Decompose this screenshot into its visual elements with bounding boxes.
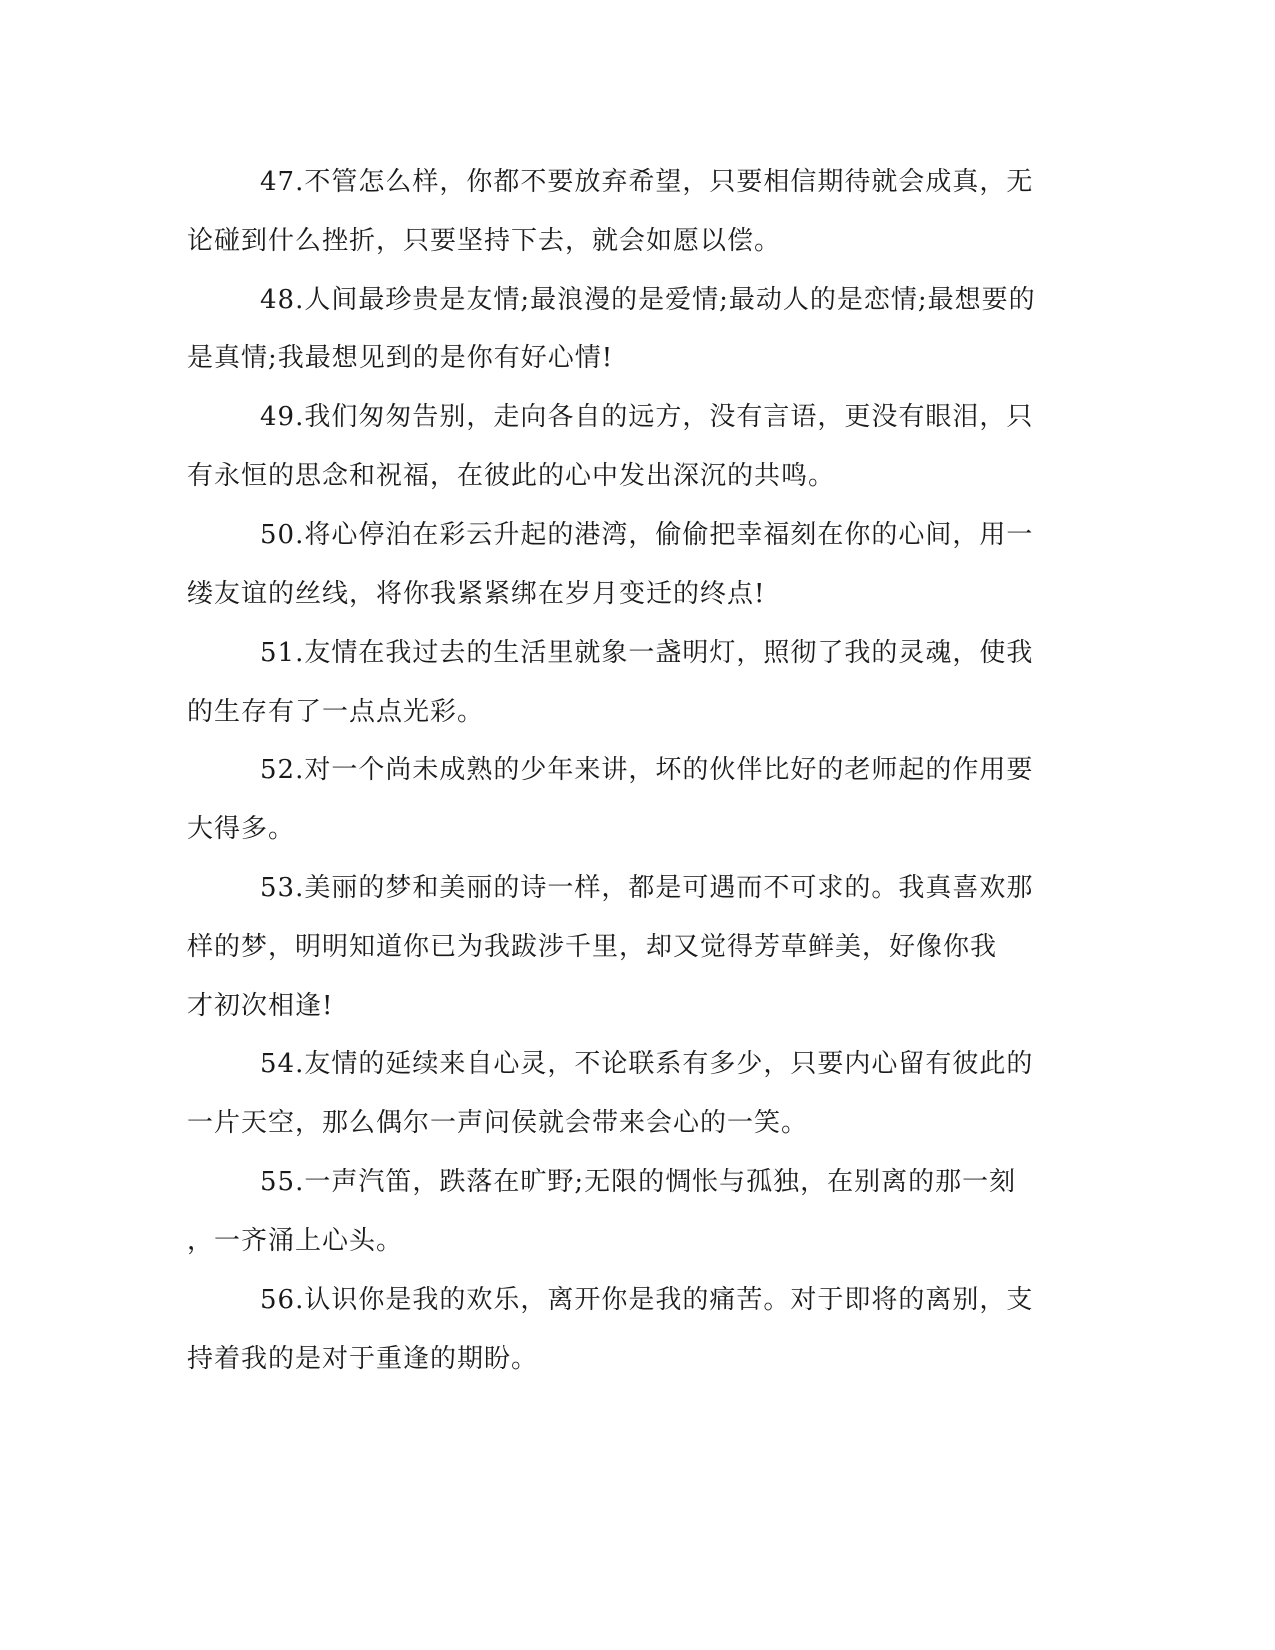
paragraph-56-line-1: 56.认识你是我的欢乐，离开你是我的痛苦。对于即将的离别，支 xyxy=(260,1285,1034,1315)
paragraph-52-line-2: 大得多。 xyxy=(187,814,296,844)
paragraph-48-line-2: 是真情;我最想见到的是你有好心情! xyxy=(187,343,614,373)
paragraph-50-line-1: 50.将心停泊在彩云升起的港湾，偷偷把幸福刻在你的心间，用一 xyxy=(260,520,1034,550)
paragraph-51-line-1: 51.友情在我过去的生活里就象一盏明灯，照彻了我的灵魂，使我 xyxy=(260,638,1034,668)
paragraph-49-line-1: 49.我们匆匆告别，走向各自的远方，没有言语，更没有眼泪，只 xyxy=(260,402,1034,432)
paragraph-54-line-2: 一片天空，那么偶尔一声问侯就会带来会心的一笑。 xyxy=(187,1108,809,1138)
paragraph-47-line-2: 论碰到什么挫折，只要坚持下去，就会如愿以偿。 xyxy=(187,226,782,256)
paragraph-53-line-2: 样的梦，明明知道你已为我跋涉千里，却又觉得芳草鲜美，好像你我 xyxy=(187,932,998,962)
paragraph-51-line-2: 的生存有了一点点光彩。 xyxy=(187,697,485,727)
paragraph-54-line-1: 54.友情的延续来自心灵，不论联系有多少，只要内心留有彼此的 xyxy=(260,1049,1034,1079)
paragraph-53-line-1: 53.美丽的梦和美丽的诗一样，都是可遇而不可求的。我真喜欢那 xyxy=(260,873,1034,903)
paragraph-53-line-3: 才初次相逢! xyxy=(187,991,334,1021)
paragraph-52-line-1: 52.对一个尚未成熟的少年来讲，坏的伙伴比好的老师起的作用要 xyxy=(260,755,1034,785)
paragraph-50-line-2: 缕友谊的丝线，将你我紧紧绑在岁月变迁的终点! xyxy=(187,579,766,609)
paragraph-55-line-1: 55.一声汽笛，跌落在旷野;无限的惆怅与孤独，在别离的那一刻 xyxy=(260,1167,1017,1197)
paragraph-56-line-2: 持着我的是对于重逢的期盼。 xyxy=(187,1344,539,1374)
paragraph-47-line-1: 47.不管怎么样，你都不要放弃希望，只要相信期待就会成真，无 xyxy=(260,167,1034,197)
paragraph-49-line-2: 有永恒的思念和祝福，在彼此的心中发出深沉的共鸣。 xyxy=(187,461,836,491)
paragraph-55-line-2: ，一齐涌上心头。 xyxy=(187,1226,404,1256)
paragraph-48-line-1: 48.人间最珍贵是友情;最浪漫的是爱情;最动人的是恋情;最想要的 xyxy=(260,285,1036,315)
